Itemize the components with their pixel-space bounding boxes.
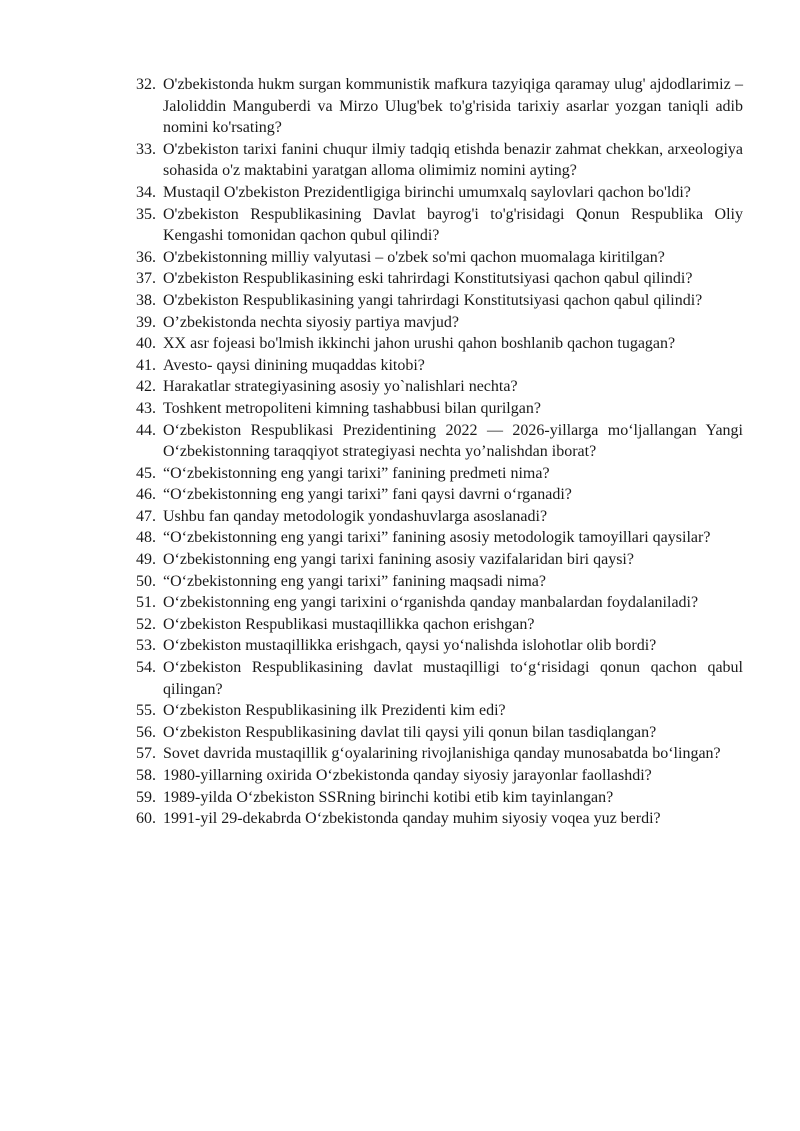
question-number: 56. xyxy=(136,723,156,741)
question-number: 35. xyxy=(136,205,156,223)
question-text: 1991-yil 29-dekabrda O‘zbekistonda qanday muhim siyosiy voqea yuz berdi? xyxy=(163,810,661,828)
question-text: O‘zbekiston Respublikasining davlat mustaqilligi to‘g‘risidagi qonun qachon qabul qilingan? xyxy=(163,659,743,698)
question-text: O’zbekistonda nechta siyosiy partiya mavjud? xyxy=(163,313,459,331)
question-item xyxy=(136,182,743,204)
question-text: 1989-yilda O‘zbekiston SSRning birinchi kotibi etib kim tayinlangan? xyxy=(163,788,614,806)
question-number: 45. xyxy=(136,464,156,482)
question-item xyxy=(136,571,743,593)
question-number: 58. xyxy=(136,767,156,784)
question-list xyxy=(136,74,743,830)
question-number: 32. xyxy=(136,76,156,93)
question-number: 53. xyxy=(136,637,156,655)
question-text: O‘zbekistonning eng yangi tarixini o‘rganishda qanday manbalardan foydalaniladi? xyxy=(163,594,699,612)
question-number: 52. xyxy=(136,615,156,633)
question-number: 42. xyxy=(136,378,156,396)
question-text: O'zbekistonda hukm surgan kommunistik mafkura tazyiqiga qaramay ulug' ajdodlarimiz – Jaloliddin Manguberdi va Mirzo Ulug'bek to'g'risida tarixiy asarlar yozgan taniqli adib nomini ko'rsating? xyxy=(163,76,743,137)
question-text: O'zbekiston Respublikasining eski tahrirdagi Konstitutsiyasi qachon qabul qilindi? xyxy=(163,270,693,288)
question-text: “O‘zbekistonning eng yangi tarixi” fanining maqsadi nima? xyxy=(163,572,546,590)
question-text: “O‘zbekistonning eng yangi tarixi” fani qaysi davrni o‘rganadi? xyxy=(163,486,572,504)
question-text: Harakatlar strategiyasining asosiy yo`nalishlari nechta? xyxy=(163,378,518,396)
question-text: Mustaqil O'zbekiston Prezidentligiga birinchi umumxalq saylovlari qachon bo'ldi? xyxy=(163,183,691,201)
question-text: O'zbekiston Respublikasining Davlat bayrog'i to'g'risidagi Qonun Respublika Oliy Kengashi tomonidan qachon qubul qilindi? xyxy=(163,205,743,245)
question-item xyxy=(136,355,743,377)
question-text: “O‘zbekistonning eng yangi tarixi” fanining asosiy metodologik tamoyillari qaysilar? xyxy=(163,529,711,547)
question-item xyxy=(136,592,743,614)
question-text: O‘zbekiston Respublikasi mustaqillikka qachon erishgan? xyxy=(163,615,535,633)
question-number: 60. xyxy=(136,810,156,828)
question-text: XX asr fojeasi bo'lmish ikkinchi jahon urushi qahon boshlanib qachon tugagan? xyxy=(163,335,676,353)
question-number: 48. xyxy=(136,529,156,547)
question-number: 51. xyxy=(136,594,156,612)
question-number: 49. xyxy=(136,551,156,569)
question-text: Toshkent metropoliteni kimning tashabbusi bilan qurilgan? xyxy=(163,399,541,417)
question-item xyxy=(136,376,743,398)
question-item xyxy=(136,657,743,700)
question-number: 50. xyxy=(136,572,156,590)
question-number: 39. xyxy=(136,313,156,331)
question-text: O'zbekistonning milliy valyutasi – o'zbek so'mi qachon muomalaga kiritilgan? xyxy=(163,248,665,266)
question-number: 43. xyxy=(136,399,156,417)
question-item xyxy=(136,139,743,182)
question-item xyxy=(136,312,743,334)
question-number: 34. xyxy=(136,183,156,201)
question-number: 54. xyxy=(136,659,156,677)
question-item xyxy=(136,527,743,549)
question-item xyxy=(136,333,743,355)
question-item xyxy=(136,765,743,787)
question-item xyxy=(136,614,743,636)
question-item xyxy=(136,484,743,506)
question-text: Ushbu fan qanday metodologik yondashuvlarga asoslanadi? xyxy=(163,507,548,525)
question-text: O‘zbekiston mustaqillikka erishgach, qaysi yo‘nalishda islohotlar olib bordi? xyxy=(163,637,657,655)
question-text: O‘zbekiston Respublikasining davlat tili qaysi yili qonun bilan tasdiqlangan? xyxy=(163,723,657,741)
question-number: 33. xyxy=(136,140,156,158)
question-text: O‘zbekiston Respublikasi Prezidentining 2022 — 2026-yillarga mo‘ljallangan Yangi O‘zbekistonning taraqqiyot strategiyasi nechta yo’nalishdan iborat? xyxy=(163,421,743,461)
question-item xyxy=(136,787,743,809)
question-item xyxy=(136,463,743,485)
question-number: 38. xyxy=(136,291,156,309)
question-text: 1980-yillarning oxirida O‘zbekistonda qanday siyosiy jarayonlar faollashdi? xyxy=(163,767,652,784)
question-item xyxy=(136,204,743,247)
question-item xyxy=(136,635,743,657)
question-number: 37. xyxy=(136,270,156,288)
question-text: O‘zbekistonning eng yangi tarixi fanining asosiy vazifalaridan biri qaysi? xyxy=(163,551,634,569)
question-item xyxy=(136,549,743,571)
question-text: O‘zbekiston Respublikasining ilk Prezidenti kim edi? xyxy=(163,702,506,720)
question-text: Sovet davrida mustaqillik g‘oyalarining rivojlanishiga qanday munosabatda bo‘lingan? xyxy=(163,745,721,763)
question-text: O'zbekiston Respublikasining yangi tahrirdagi Konstitutsiyasi qachon qabul qilindi? xyxy=(163,291,703,309)
question-item xyxy=(136,290,743,312)
question-number: 40. xyxy=(136,335,156,353)
question-item xyxy=(136,247,743,269)
question-item xyxy=(136,398,743,420)
question-item xyxy=(136,506,743,528)
question-text: Avesto- qaysi dinining muqaddas kitobi? xyxy=(163,356,425,374)
question-item xyxy=(136,743,743,765)
question-item xyxy=(136,420,743,463)
question-item xyxy=(136,722,743,744)
question-number: 36. xyxy=(136,248,156,266)
question-item xyxy=(136,700,743,722)
question-item xyxy=(136,74,743,139)
question-item xyxy=(136,268,743,290)
question-text: O'zbekiston tarixi fanini chuqur ilmiy tadqiq etishda benazir zahmat chekkan, arxeologiya sohasida o'z maktabini yaratgan alloma olimimiz nomini ayting? xyxy=(163,140,743,180)
question-item xyxy=(136,808,743,830)
question-number: 57. xyxy=(136,745,156,763)
question-number: 44. xyxy=(136,421,156,439)
question-number: 41. xyxy=(136,356,156,374)
question-number: 59. xyxy=(136,788,156,806)
question-number: 47. xyxy=(136,507,156,525)
question-text: “O‘zbekistonning eng yangi tarixi” fanining predmeti nima? xyxy=(163,464,550,482)
question-number: 46. xyxy=(136,486,156,504)
question-number: 55. xyxy=(136,702,156,720)
